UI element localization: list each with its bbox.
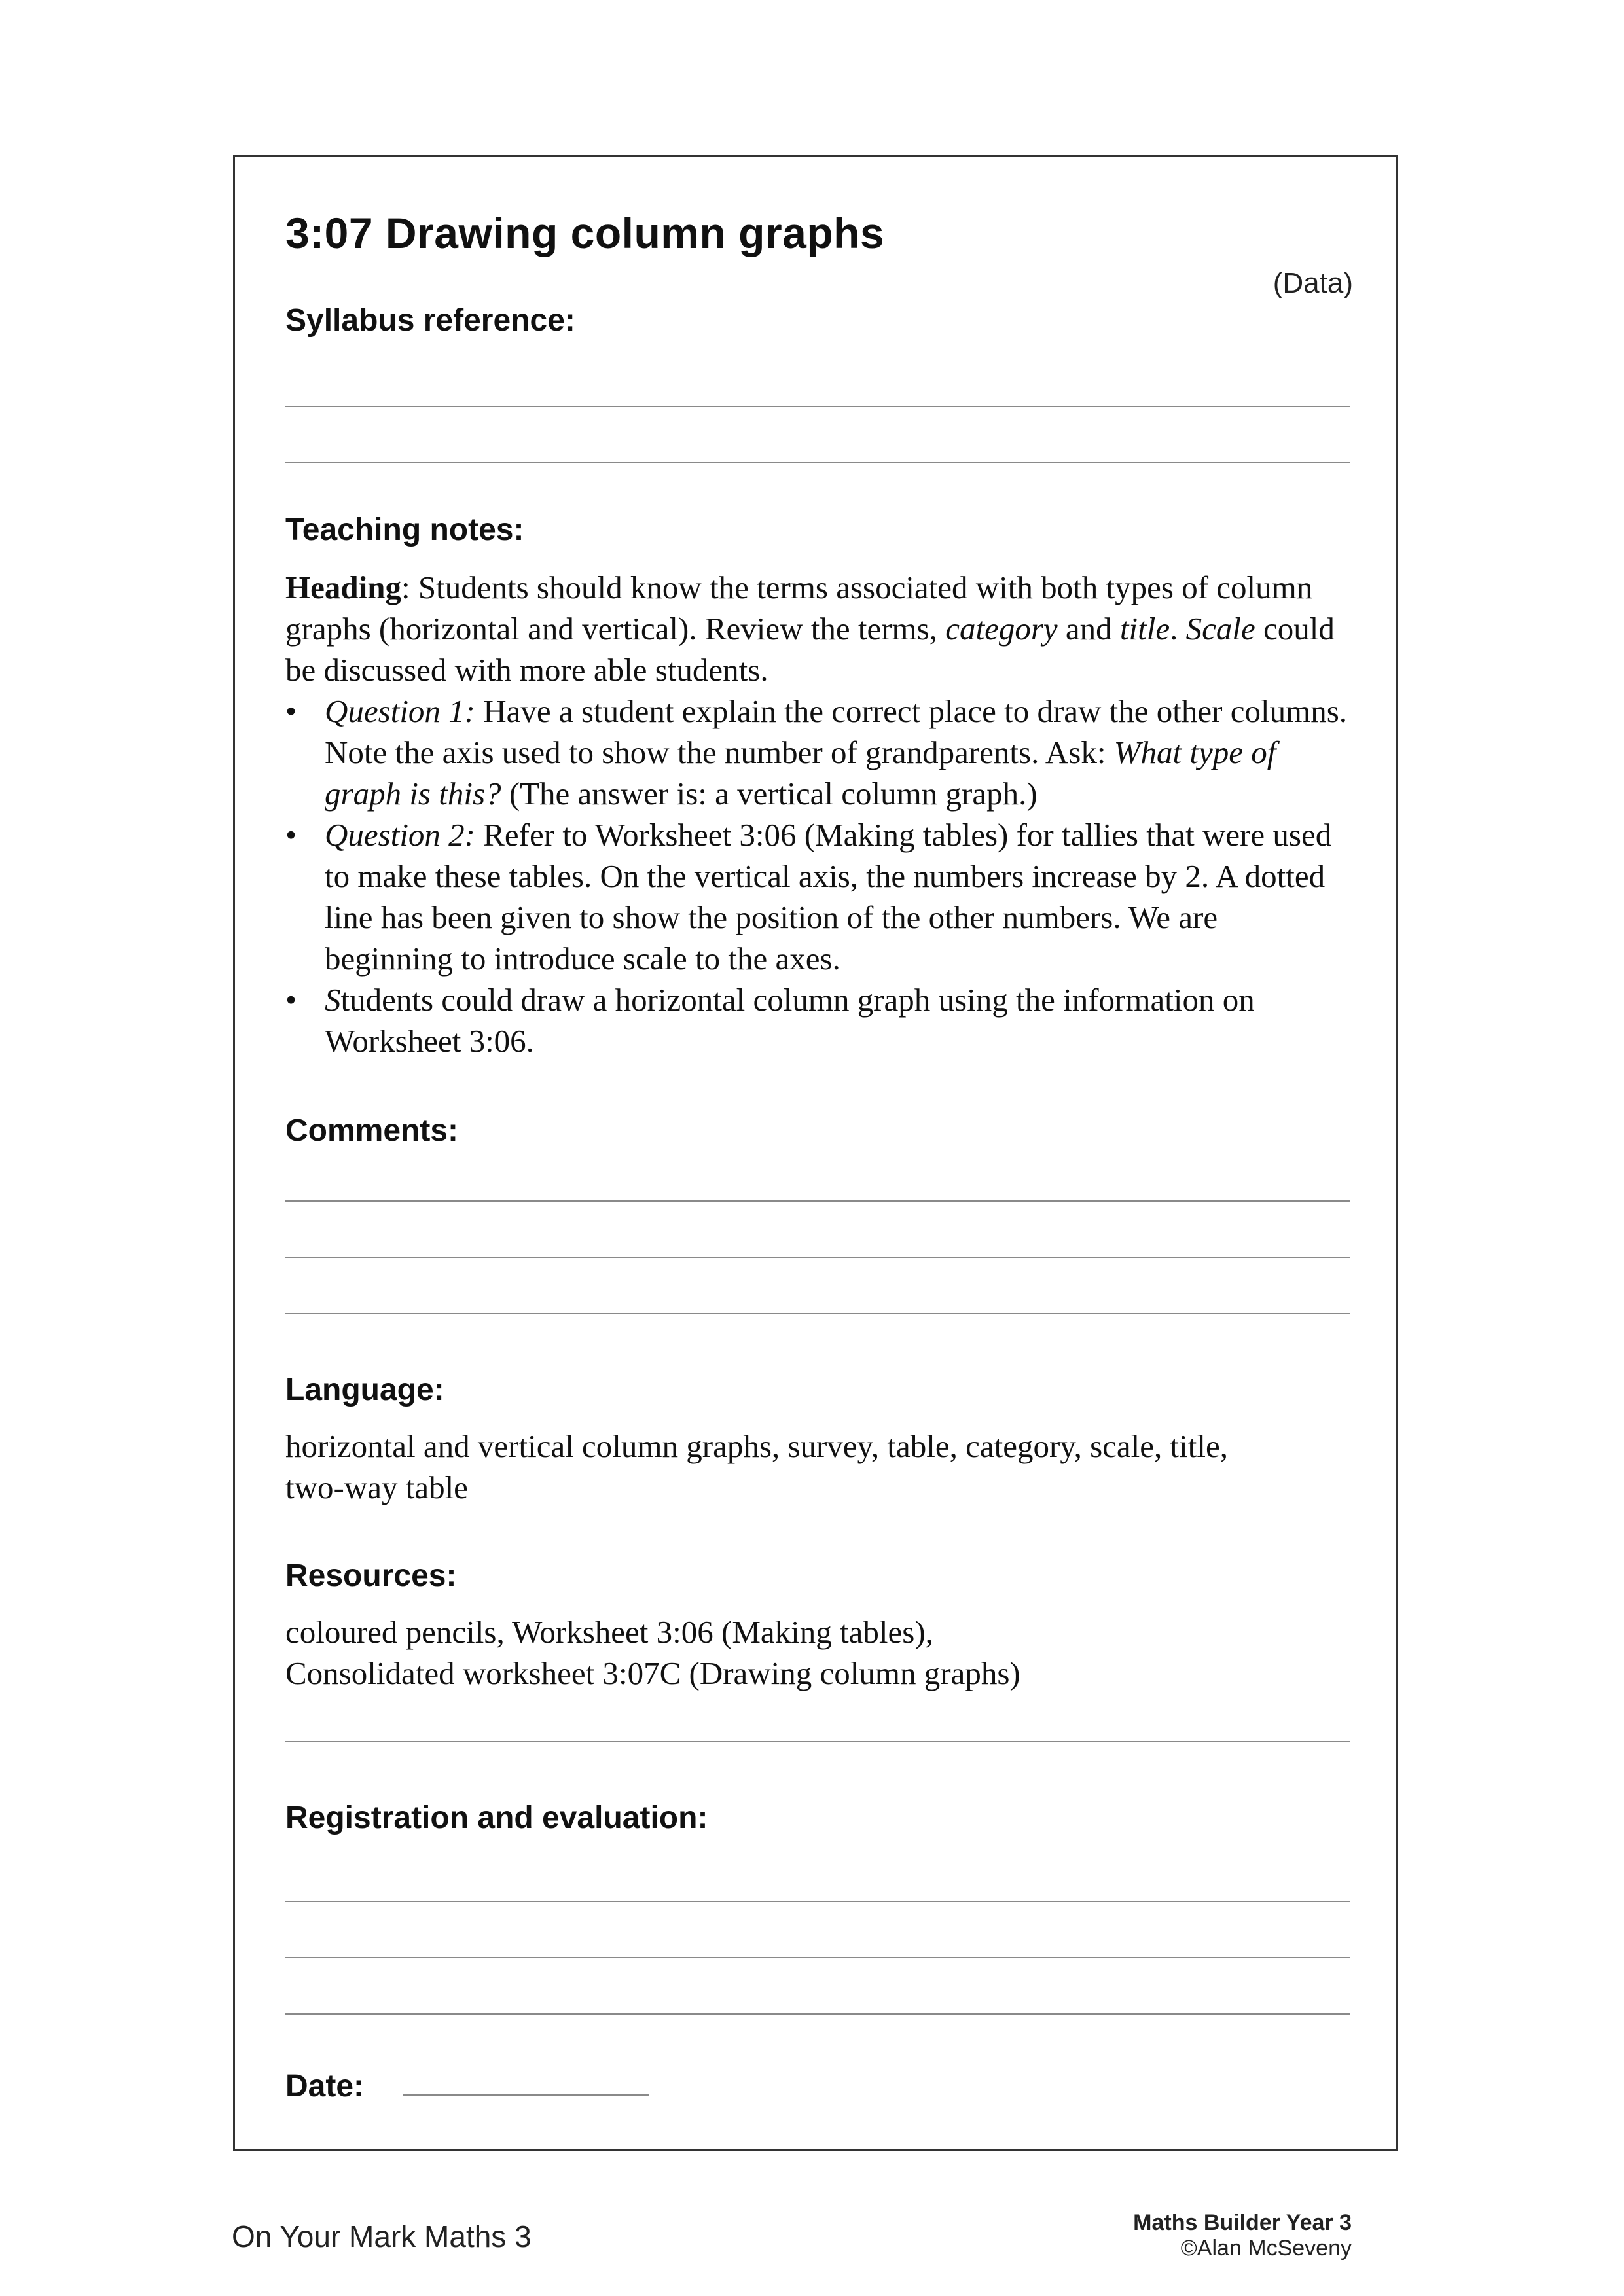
resources-line-2: Consolidated worksheet 3:07C (Drawing column graphs) xyxy=(285,1655,1020,1691)
question-1-italic: What type of graph is this? xyxy=(325,734,1276,812)
heading-note-text: : Students should know the terms associated with both types of column graphs (horizontal and vertical). Review the terms, xyxy=(285,569,1313,647)
writing-line xyxy=(285,462,1350,463)
bullet-icon: • xyxy=(285,982,297,1018)
question-2-text: Refer to Worksheet 3:06 (Making tables) for tallies that were used to make these tables. On the vertical axis, the numbers increase by 2. A dotted line has been given to show the position of the other numbers. We are beginning to introduce scale to the axes. xyxy=(325,817,1332,977)
teaching-notes-body xyxy=(285,567,1350,1062)
bullet-icon: • xyxy=(285,817,297,853)
question-1-label: Question 1: xyxy=(325,693,475,729)
extension-initial: S xyxy=(325,982,341,1018)
date-line xyxy=(403,2094,649,2096)
page-title: 3:07 Drawing column graphs xyxy=(285,209,885,257)
footer-book-title: Maths Builder Year 3 xyxy=(1133,2210,1352,2235)
resources-heading: Resources: xyxy=(285,1558,457,1593)
writing-line xyxy=(285,1901,1350,1902)
heading-label: Heading xyxy=(285,569,401,605)
writing-line xyxy=(285,2013,1350,2015)
comments-heading: Comments: xyxy=(285,1113,459,1148)
and-word: and xyxy=(1057,611,1120,647)
writing-line xyxy=(285,1313,1350,1314)
writing-line xyxy=(285,1957,1350,1958)
question-1-answer: (The answer is: a vertical column graph.) xyxy=(501,776,1038,812)
footer-credit xyxy=(1133,2210,1352,2261)
date-label: Date: xyxy=(285,2069,365,2104)
language-body xyxy=(285,1426,1350,1508)
bullet-question-2 xyxy=(285,814,1350,979)
bullet-icon: • xyxy=(285,693,297,729)
bullet-extension xyxy=(285,979,1350,1062)
term-title: title xyxy=(1119,611,1170,647)
writing-line xyxy=(285,1200,1350,1202)
term-category: category xyxy=(945,611,1058,647)
resources-body xyxy=(285,1611,1350,1694)
language-line-1: horizontal and vertical column graphs, survey, table, category, scale, title, xyxy=(285,1428,1228,1464)
period: . xyxy=(1170,611,1186,647)
heading-note xyxy=(285,567,1350,691)
resources-line-1: coloured pencils, Worksheet 3:06 (Making tables), xyxy=(285,1614,933,1650)
syllabus-heading: Syllabus reference: xyxy=(285,303,575,338)
bullet-question-1 xyxy=(285,691,1350,814)
registration-heading: Registration and evaluation: xyxy=(285,1801,708,1835)
language-heading: Language: xyxy=(285,1372,444,1407)
heading-note-text-2: could be discussed with more able students. xyxy=(285,611,1335,688)
language-line-2: two-way table xyxy=(285,1469,468,1505)
writing-line xyxy=(285,1257,1350,1258)
extension-text: tudents could draw a horizontal column graph using the information on Worksheet 3:06. xyxy=(325,982,1255,1059)
teaching-bullets xyxy=(285,691,1350,1062)
footer-copyright: ©Alan McSeveny xyxy=(1180,2236,1352,2261)
writing-line xyxy=(285,1741,1350,1742)
question-1-text: Have a student explain the correct place to draw the other columns. Note the axis used to show the number of grandparents. Ask: xyxy=(325,693,1348,770)
footer-series: On Your Mark Maths 3 xyxy=(232,2219,532,2253)
page-frame xyxy=(233,155,1398,2151)
strand-label: (Data) xyxy=(1272,267,1353,299)
question-2-label: Question 2: xyxy=(325,817,475,853)
term-scale: Scale xyxy=(1185,611,1255,647)
teaching-notes-heading: Teaching notes: xyxy=(285,512,524,547)
writing-line xyxy=(285,406,1350,407)
